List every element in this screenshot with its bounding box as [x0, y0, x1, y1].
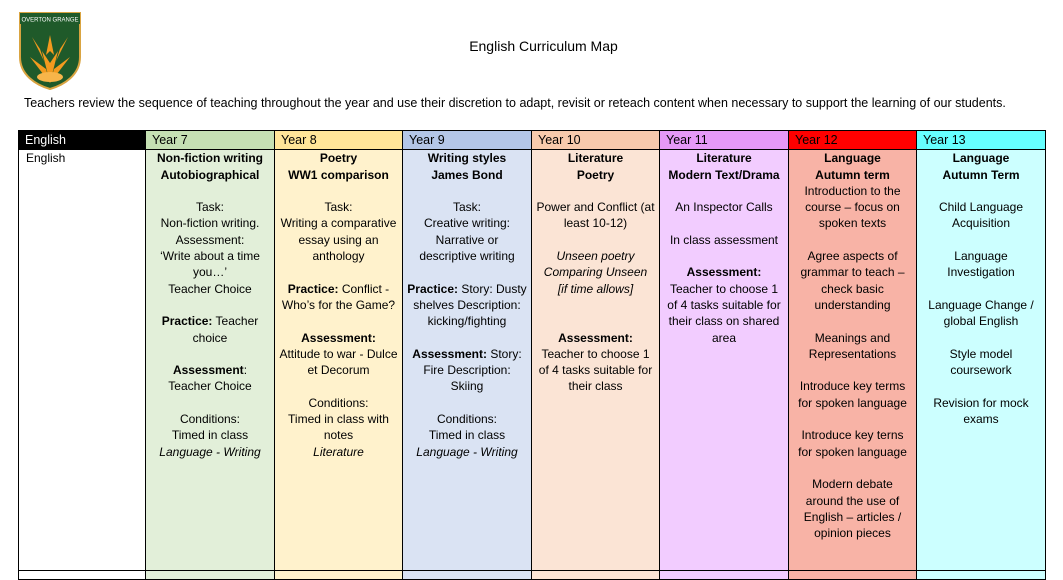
y13-p2: Language Investigation — [947, 249, 1015, 280]
page-title: English Curriculum Map — [469, 38, 618, 54]
y7-assess-text: ‘Write about a time you…’ — [160, 249, 260, 280]
y12-p6: Modern debate around the use of English – articles / opinion pieces — [803, 477, 902, 541]
y9-task: Creative writing: Narrative or descriptive writing — [419, 216, 515, 264]
y7-practice-text: Teacher choice — [192, 314, 259, 345]
table-row — [19, 150, 1046, 571]
y8-task: Writing a comparative essay using an anthology — [280, 216, 397, 264]
header-year-8: Year 8 — [275, 131, 403, 150]
y9-assessment-label: Assessment: — [412, 346, 487, 361]
y8-title-2: WW1 comparison — [288, 167, 389, 182]
cell-year-7 — [146, 150, 275, 571]
cell-year-12 — [789, 150, 917, 571]
y7-teacher-choice: Teacher Choice — [168, 281, 252, 296]
header-year-9: Year 9 — [403, 131, 532, 150]
y12-title-2: Autumn term — [815, 167, 890, 182]
y7-teacher-choice-2: Teacher Choice — [168, 379, 252, 394]
y7-practice-label: Practice: — [161, 314, 213, 329]
table-row — [19, 571, 1046, 580]
row2-cell — [146, 571, 275, 580]
cell-year-11 — [660, 150, 789, 571]
cell-year-10 — [532, 150, 660, 571]
y13-p5: Revision for mock exams — [933, 395, 1029, 427]
y10-title-2: Poetry — [576, 167, 615, 182]
y12-p2: Agree aspects of grammar to teach – check basic understanding — [800, 249, 905, 312]
y13-title-2: Autumn Term — [942, 167, 1020, 182]
header-subject: English — [19, 131, 146, 150]
y10-title-1: Literature — [567, 151, 624, 166]
y8-conditions-label: Conditions: — [308, 395, 369, 410]
y8-practice — [279, 281, 398, 314]
y11-text-1: An Inspector Calls — [675, 200, 773, 215]
row2-cell — [19, 571, 146, 580]
y9-conditions-label: Conditions: — [436, 412, 498, 427]
y11-text-2: In class assessment — [669, 232, 779, 247]
y7-title-1: Non-fiction writing — [157, 151, 263, 166]
y9-conditions: Timed in class — [428, 428, 506, 443]
intro-text: Teachers review the sequence of teaching throughout the year and use their discretion to adapt, revisit or reteach content when necessary to support the learning of our students. — [24, 96, 1006, 110]
y10-assessment-text: Teacher to choose 1 of 4 tasks suitable for their class — [538, 346, 653, 394]
y9-paper: Language - Writing — [416, 444, 518, 459]
y10-unseen-3: [if time allows] — [557, 281, 634, 296]
y13-p4: Style model coursework — [949, 346, 1013, 378]
row2-cell — [660, 571, 789, 580]
header-row — [19, 131, 1046, 150]
y9-title-2: James Bond — [431, 167, 503, 182]
y8-assessment-label: Assessment: — [301, 330, 376, 345]
row2-cell — [403, 571, 532, 580]
y9-practice — [407, 281, 527, 330]
y12-title-1: Language — [824, 151, 881, 166]
cell-year-13 — [917, 150, 1046, 571]
y12-p3: Meanings and Representations — [808, 330, 897, 361]
y7-task-label: Task: — [195, 200, 224, 215]
y7-assess-label: Assessment: — [175, 232, 245, 247]
y9-task-label: Task: — [452, 200, 481, 215]
y7-assessment — [150, 362, 270, 378]
y9-title-1: Writing styles — [427, 151, 507, 166]
y7-conditions: Timed in class — [171, 428, 249, 443]
y11-assessment-text: Teacher to choose 1 of 4 tasks suitable for their class on shared area — [667, 281, 781, 345]
subject-cell: English — [19, 150, 146, 571]
svg-text:OVERTON GRANGE: OVERTON GRANGE — [21, 17, 79, 24]
y7-assessment-colon: : — [243, 363, 248, 378]
y8-conditions: Timed in class with notes — [288, 412, 389, 443]
header-year-11: Year 11 — [660, 131, 789, 150]
y7-practice — [150, 313, 270, 346]
y10-unseen-1: Unseen poetry — [556, 249, 635, 264]
y12-p4: Introduce key terms for spoken language — [798, 379, 907, 410]
header-year-12: Year 12 — [789, 131, 917, 150]
y7-assessment-label: Assessment — [172, 363, 244, 378]
y10-unseen-2: Comparing Unseen — [543, 265, 648, 280]
y8-task-label: Task: — [324, 200, 353, 215]
header-year-10: Year 10 — [532, 131, 660, 150]
y11-title-1: Literature — [696, 151, 752, 166]
row2-cell — [532, 571, 660, 580]
y10-text: Power and Conflict (at least 10-12) — [536, 200, 655, 231]
curriculum-table — [18, 130, 1046, 580]
y12-p5: Introduce key terns for spoken language — [798, 428, 907, 459]
y11-title-2: Modern Text/Drama — [668, 167, 780, 182]
y12-p1: Introduction to the course – focus on spoken texts — [804, 183, 901, 231]
row2-cell — [789, 571, 917, 580]
row2-cell — [917, 571, 1046, 580]
y9-practice-text: Story: Dusty shelves Description: kicking/fighting — [413, 281, 527, 329]
y9-assessment — [407, 346, 527, 395]
y11-assessment-label: Assessment: — [686, 265, 762, 280]
y8-paper: Literature — [313, 444, 364, 459]
y9-practice-label: Practice: — [407, 281, 458, 296]
y13-title-1: Language — [952, 151, 1010, 166]
y8-practice-text: Conflict - Who’s for the Game? — [281, 281, 396, 312]
y9-assessment-text: Story: Fire Description: Skiing — [423, 346, 522, 394]
y10-assessment-label: Assessment: — [558, 330, 633, 345]
y7-paper: Language - Writing — [159, 444, 261, 459]
y8-practice-label: Practice: — [287, 281, 339, 296]
y7-title-2: Autobiographical — [160, 167, 260, 182]
y8-assessment-text: Attitude to war - Dulce et Decorum — [279, 346, 398, 378]
y7-task: Non-fiction writing. — [160, 216, 260, 231]
cell-year-9 — [403, 150, 532, 571]
y13-p3: Language Change / global English — [928, 297, 1034, 329]
header-year-13: Year 13 — [917, 131, 1046, 150]
y8-title-1: Poetry — [319, 151, 358, 166]
header-year-7: Year 7 — [146, 131, 275, 150]
cell-year-8 — [275, 150, 403, 571]
y7-conditions-label: Conditions: — [179, 412, 241, 427]
y13-p1: Child Language Acquisition — [938, 200, 1024, 231]
row2-cell — [275, 571, 403, 580]
